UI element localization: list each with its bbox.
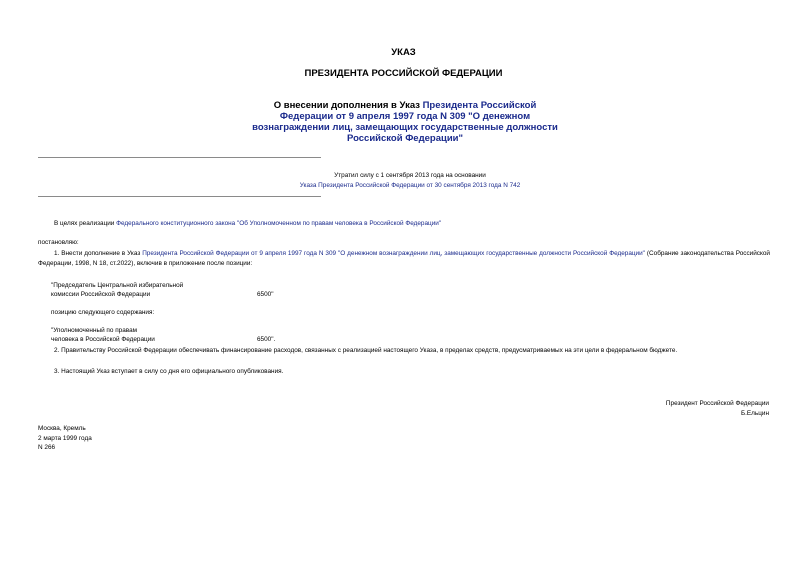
position-after-name xyxy=(51,281,221,299)
item-1-link[interactable]: Президента Российской Федерации от 9 апреля 1997 года N 309 "О денежном вознаграждении лиц, замещающих государственные должности Российской Федерации" xyxy=(142,250,645,257)
subject-prefix: О внесении дополнения в Указ xyxy=(273,100,423,111)
position-after-value: 6500" xyxy=(257,291,274,298)
position-new-name xyxy=(51,326,221,344)
signature-block xyxy=(560,399,769,418)
subject-link[interactable]: Президента Российской Федерации от 9 апреля 1997 года N 309 "О денежном вознаграждении лиц, замещающих государственные должности Российской Федерации" xyxy=(252,100,558,144)
item-1 xyxy=(38,249,770,268)
position-new-name-line2: человека в Российской Федерации xyxy=(51,336,155,343)
signature-name: Б.Ельцин xyxy=(740,409,769,417)
position-after-name-line2: комиссии Российской Федерации xyxy=(51,291,151,298)
lost-force-text: Утратил силу с 1 сентября 2013 года на основании xyxy=(334,172,486,179)
document-subject xyxy=(250,100,560,144)
document-type-title: УКАЗ xyxy=(391,47,416,58)
following-text: позицию следующего содержания: xyxy=(51,309,155,316)
divider-bottom xyxy=(38,196,321,197)
item-1-prefix: 1. Внести дополнение в Указ xyxy=(54,250,143,257)
signature-position: Президент Российской Федерации xyxy=(665,400,769,407)
place-date-block xyxy=(38,424,92,453)
lost-force-link[interactable]: Указа Президента Российской Федерации от 30 сентября 2013 года N 742 xyxy=(299,182,521,189)
item-3: 3. Настоящий Указ вступает в силу со дня его официального опубликования. xyxy=(54,368,284,375)
place: Москва, Кремль xyxy=(38,425,86,432)
position-new-name-line1: "Уполномоченный по правам xyxy=(51,327,138,334)
preamble xyxy=(54,219,774,229)
date: 2 марта 1999 года xyxy=(38,434,92,442)
divider-top xyxy=(38,157,321,158)
preamble-link[interactable]: Федерального конституционного закона "Об Уполномоченном по правам человека в Российской Федерации" xyxy=(116,220,442,227)
issuer-title: ПРЕЗИДЕНТА РОССИЙСКОЙ ФЕДЕРАЦИИ xyxy=(304,68,503,79)
document-number: N 266 xyxy=(38,444,56,451)
lost-force-note xyxy=(160,171,660,190)
decree-word: постановляю: xyxy=(38,239,79,246)
position-new-value: 6500". xyxy=(257,336,276,343)
item-1-suffix: (Собрание законодательства Российской Федерации, 1998, N 18, ст.2022), включив в приложение после позиции: xyxy=(38,250,770,267)
preamble-prefix: В целях реализации xyxy=(54,220,117,227)
position-after-name-line1: "Председатель Центральной избирательной xyxy=(51,282,184,289)
item-2: 2. Правительству Российской Федерации обеспечивать финансирование расходов, связанных с реализацией настоящего Указа, в пределах средств, предусматриваемых на эти цели в федеральном бюджете. xyxy=(54,347,678,354)
